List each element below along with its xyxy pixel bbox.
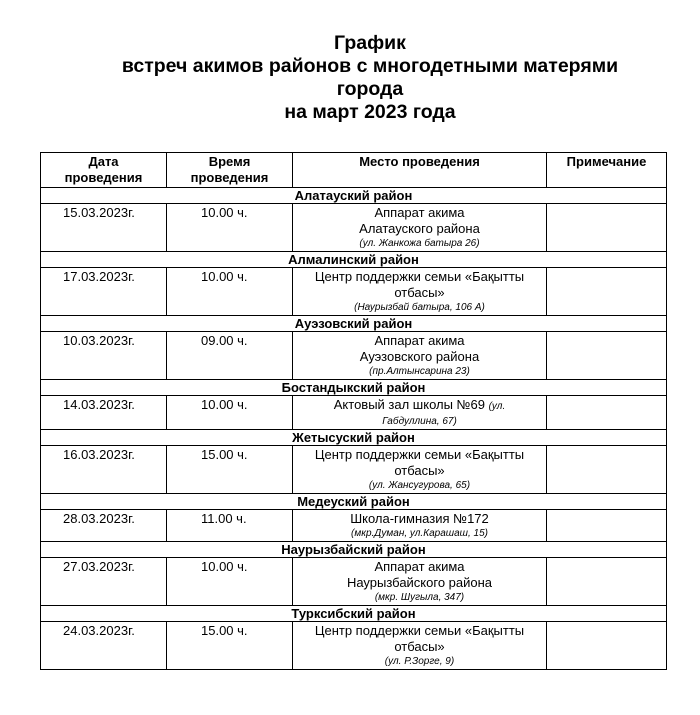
meeting-time: 09.00 ч. <box>167 332 293 380</box>
place-address-part-1: (ул. <box>488 401 506 412</box>
meeting-date: 14.03.2023г. <box>41 396 167 430</box>
place-line-1: Школа-гимназия №172 <box>350 511 489 526</box>
title-line-2: встреч акимов районов с многодетными матерями <box>121 55 619 77</box>
document-title <box>80 32 660 124</box>
header-time <box>167 153 293 188</box>
meeting-date: 16.03.2023г. <box>41 446 167 494</box>
place-address: (мкр. Шугыла, 347) <box>374 592 465 603</box>
header-date-line-2: проведения <box>64 170 143 185</box>
meeting-time: 10.00 ч. <box>167 268 293 316</box>
header-time-line-1: Время <box>208 154 251 169</box>
place-line-1: Аппарат акима <box>374 333 465 348</box>
district-name: Ауэзовский район <box>41 316 667 332</box>
district-name: Медеуский район <box>41 494 667 510</box>
district-row <box>41 188 667 204</box>
title-line-4: на март 2023 года <box>284 101 456 123</box>
meeting-date: 15.03.2023г. <box>41 204 167 252</box>
district-row <box>41 494 667 510</box>
place-line-1: Аппарат акима <box>374 559 465 574</box>
place-line-2: отбасы» <box>394 463 445 478</box>
header-date-line-1: Дата <box>88 154 119 169</box>
district-row <box>41 316 667 332</box>
header-place: Место проведения <box>293 153 547 188</box>
place-line-1: Аппарат акима <box>374 205 465 220</box>
meeting-date: 17.03.2023г. <box>41 268 167 316</box>
header-row <box>41 153 667 188</box>
meeting-time: 10.00 ч. <box>167 396 293 430</box>
district-row <box>41 380 667 396</box>
place-line-1: Центр поддержки семьи «Бақытты <box>314 623 525 638</box>
title-line-3: города <box>336 78 404 100</box>
meeting-time: 11.00 ч. <box>167 510 293 542</box>
place-address: (пр.Алтынсарина 23) <box>369 366 470 377</box>
place-line-1-text: Актовый зал школы №69 <box>333 397 485 412</box>
meeting-note <box>547 558 667 606</box>
meeting-time: 10.00 ч. <box>167 204 293 252</box>
place-line-1: Центр поддержки семьи «Бақытты <box>314 269 525 284</box>
meeting-row <box>41 396 667 430</box>
meeting-time: 15.00 ч. <box>167 622 293 670</box>
meeting-note <box>547 446 667 494</box>
meeting-place <box>293 332 547 380</box>
place-line-2: Ауэзовского района <box>359 349 480 364</box>
meeting-row <box>41 510 667 542</box>
place-line-1 <box>297 397 542 415</box>
meeting-date: 28.03.2023г. <box>41 510 167 542</box>
meeting-note <box>547 510 667 542</box>
place-address: (ул. Жансугурова, 65) <box>368 480 471 491</box>
meeting-note <box>547 622 667 670</box>
meeting-time: 15.00 ч. <box>167 446 293 494</box>
meeting-date: 27.03.2023г. <box>41 558 167 606</box>
meeting-row <box>41 558 667 606</box>
meeting-note <box>547 396 667 430</box>
meeting-date: 24.03.2023г. <box>41 622 167 670</box>
meeting-row <box>41 446 667 494</box>
meeting-place <box>293 268 547 316</box>
district-name: Бостандыкский район <box>41 380 667 396</box>
meeting-note <box>547 204 667 252</box>
district-row <box>41 542 667 558</box>
header-date <box>41 153 167 188</box>
meeting-time: 10.00 ч. <box>167 558 293 606</box>
district-name: Алатауский район <box>41 188 667 204</box>
meeting-place <box>293 446 547 494</box>
district-row <box>41 252 667 268</box>
district-name: Алмалинский район <box>41 252 667 268</box>
meeting-row <box>41 622 667 670</box>
district-name: Турксибский район <box>41 606 667 622</box>
district-name: Жетысуский район <box>41 430 667 446</box>
header-time-line-2: проведения <box>190 170 269 185</box>
meeting-place <box>293 558 547 606</box>
meeting-place <box>293 204 547 252</box>
place-address: (ул. Р.Зорге, 9) <box>384 656 455 667</box>
district-name: Наурызбайский район <box>41 542 667 558</box>
meeting-note <box>547 332 667 380</box>
meeting-place <box>293 622 547 670</box>
meeting-row <box>41 268 667 316</box>
meeting-date: 10.03.2023г. <box>41 332 167 380</box>
district-row <box>41 430 667 446</box>
place-line-2: отбасы» <box>394 285 445 300</box>
place-line-2: Алатауского района <box>359 221 480 236</box>
meeting-row <box>41 204 667 252</box>
meeting-place <box>293 510 547 542</box>
place-address: (мкр.Думан, ул.Карашаш, 15) <box>351 528 488 539</box>
meeting-row <box>41 332 667 380</box>
header-note: Примечание <box>547 153 667 188</box>
district-row <box>41 606 667 622</box>
place-line-2: Наурызбайского района <box>346 575 493 590</box>
place-line-2: отбасы» <box>394 639 445 654</box>
place-address: (Наурызбай батыра, 106 А) <box>354 302 485 313</box>
meeting-place <box>293 396 547 430</box>
schedule-table <box>40 152 667 670</box>
title-line-1: График <box>334 32 406 54</box>
place-address-part-2: Габдуллина, 67) <box>382 416 457 427</box>
meeting-note <box>547 268 667 316</box>
place-line-1: Центр поддержки семьи «Бақытты <box>314 447 525 462</box>
place-address: (ул. Жанкожа батыра 26) <box>359 238 480 249</box>
